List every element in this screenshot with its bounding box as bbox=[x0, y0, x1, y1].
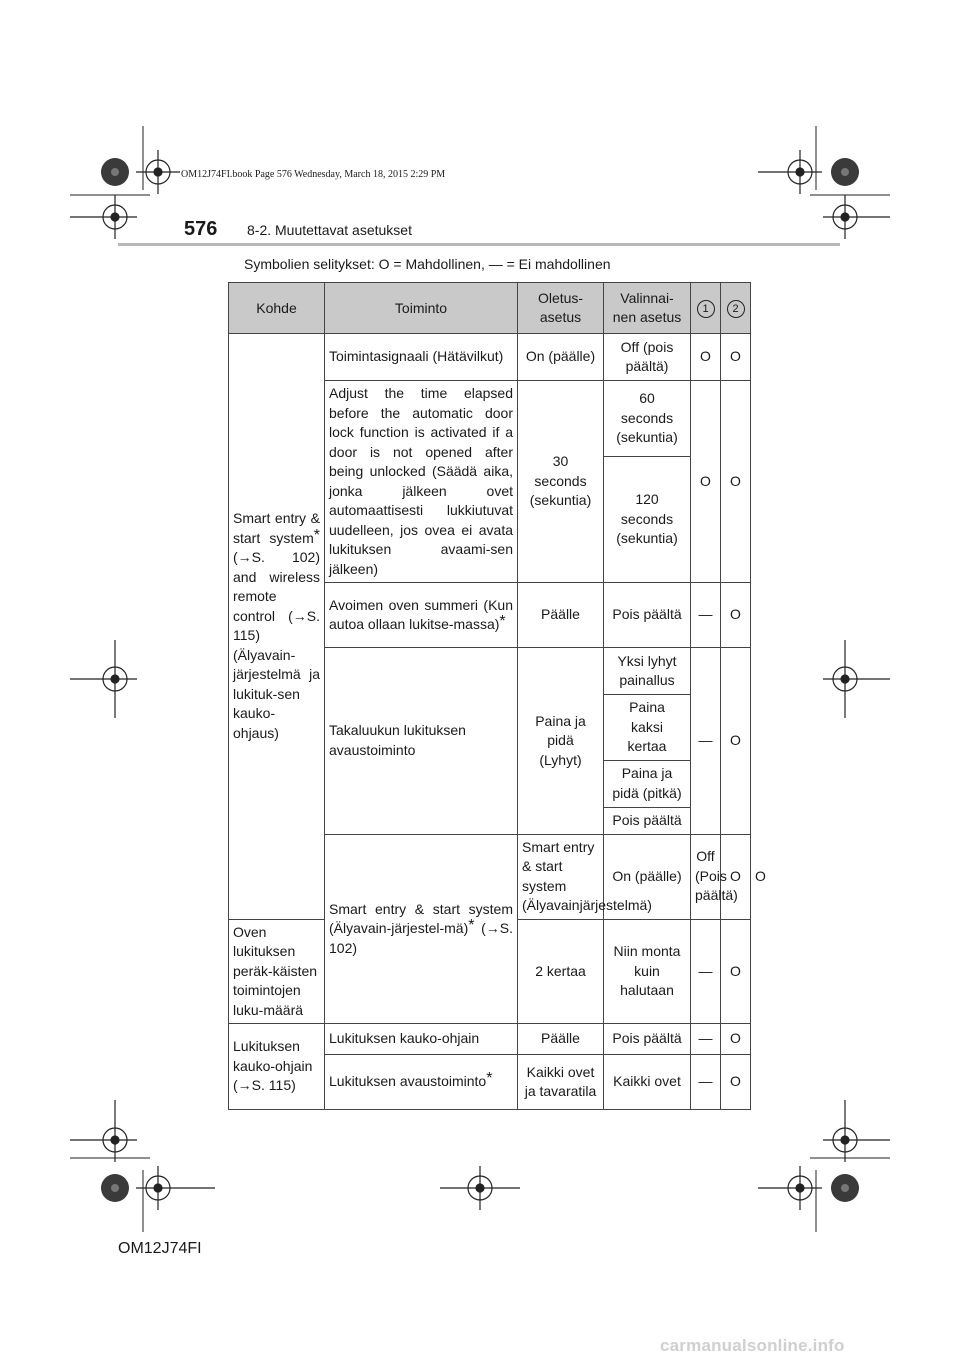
default-cell: Paina ja pidä (Lyhyt) bbox=[518, 648, 604, 835]
kohde-cell-remote: Lukituksen kauko-ohjain (→S. 115) bbox=[229, 1024, 325, 1110]
symbol-legend: Symbolien selitykset: O = Mahdollinen, — = Ei mahdollinen bbox=[244, 256, 611, 272]
option-cell: Off (Pois päältä) bbox=[691, 834, 721, 919]
registration-target-icon bbox=[823, 640, 890, 718]
header-toiminto: Toiminto bbox=[325, 283, 518, 334]
function-cell: Avoimen oven summeri (Kun autoa ollaan lukitse-massa)* bbox=[325, 583, 518, 648]
registration-target-icon bbox=[70, 1100, 137, 1162]
col1-cell: — bbox=[691, 1024, 721, 1055]
function-cell: Oven lukituksen peräk-käisten toimintojen luku-määrä bbox=[229, 919, 325, 1024]
table-row: Smart entry & start system (Älyavain-järjestel-mä)* (→S. 102) Smart entry & start system (Älyavainjärjestelmä) On (päälle) Off (Pois päältä) O O bbox=[229, 834, 751, 919]
header-oletus: Oletus- asetus bbox=[518, 283, 604, 334]
option-cell: Pois päältä bbox=[604, 807, 691, 834]
registration-target-icon bbox=[70, 640, 137, 718]
registration-dial-icon bbox=[101, 1174, 129, 1202]
footnote-star: * bbox=[468, 917, 475, 934]
book-print-stamp: OM12J74FI.book Page 576 Wednesday, March 18, 2015 2:29 PM bbox=[181, 169, 446, 180]
function-cell: Toimintasignaali (Hätävilkut) bbox=[325, 334, 518, 381]
registration-target-icon bbox=[758, 1166, 822, 1210]
manual-code: OM12J74FI bbox=[118, 1240, 202, 1257]
registration-dial-icon bbox=[831, 1174, 859, 1202]
registration-target-icon bbox=[70, 195, 137, 239]
default-cell: Päälle bbox=[518, 1024, 604, 1055]
col1-cell: — bbox=[691, 1055, 721, 1110]
col2-cell: O bbox=[721, 583, 751, 648]
option-cell: Paina ja pidä (pitkä) bbox=[604, 760, 691, 807]
col2-cell: O bbox=[721, 648, 751, 835]
footnote-star: * bbox=[313, 526, 320, 544]
circled-number-1-icon: 1 bbox=[697, 300, 715, 318]
default-cell: Kaikki ovet ja tavaratila bbox=[518, 1055, 604, 1110]
footnote-star: * bbox=[499, 613, 506, 630]
kohde-cell-smart-entry: Smart entry & start system (Älyavain-järjestel-mä)* (→S. 102) bbox=[325, 834, 518, 1024]
function-cell: Smart entry & start system (Älyavainjärjestelmä) bbox=[518, 834, 604, 919]
col1-cell: O bbox=[691, 334, 721, 381]
col2-cell: O bbox=[721, 1024, 751, 1055]
page-number: 576 bbox=[184, 218, 218, 240]
function-cell: Takaluukun lukituksen avaustoiminto bbox=[325, 648, 518, 835]
registration-target-icon bbox=[136, 1166, 215, 1210]
function-cell: Adjust the time elapsed before the automatic door lock function is activated if a door is not opened after being unlocked (Säädä aika, jonka jälkeen ovet automaattisesti lukkiutuvat uudelleen, jos ovea ei avata lukituksen avaami-sen jälkeen) bbox=[325, 381, 518, 583]
default-cell: 30 seconds (sekuntia) bbox=[518, 381, 604, 583]
col2-cell: O bbox=[721, 1055, 751, 1110]
col2-cell: O bbox=[721, 334, 751, 381]
circled-number-2-icon: 2 bbox=[727, 300, 745, 318]
section-title: 8-2. Muutettavat asetukset bbox=[247, 222, 412, 238]
option-cell: 60 seconds (sekuntia) bbox=[604, 381, 691, 457]
col1-cell: — bbox=[691, 583, 721, 648]
option-cell: Yksi lyhyt painallus bbox=[604, 648, 691, 695]
option-cell: Pois päältä bbox=[604, 1024, 691, 1055]
col1-cell: O bbox=[721, 834, 751, 919]
function-cell: Lukituksen kauko-ohjain bbox=[325, 1024, 518, 1055]
col1-cell: — bbox=[691, 648, 721, 835]
header-valinnainen: Valinnai- nen asetus bbox=[604, 283, 691, 334]
registration-target-icon bbox=[823, 1100, 890, 1162]
default-cell: On (päälle) bbox=[518, 334, 604, 381]
registration-target-icon bbox=[823, 195, 890, 239]
registration-target-icon bbox=[758, 150, 822, 194]
option-cell: Niin monta kuin halutaan bbox=[604, 919, 691, 1024]
header-kohde: Kohde bbox=[229, 283, 325, 334]
col2-cell: O bbox=[721, 381, 751, 583]
watermark: carmanualsonline.info bbox=[660, 1336, 845, 1355]
default-cell: Päälle bbox=[518, 583, 604, 648]
registration-dial-icon bbox=[831, 158, 859, 186]
option-cell: Pois päältä bbox=[604, 583, 691, 648]
option-cell: Kaikki ovet bbox=[604, 1055, 691, 1110]
kohde-cell-smart-entry-remote: Smart entry & start system* (→S. 102) and wireless remote control (→S. 115) (Älyavain-järjestelmä ja lukituk-sen kauko-ohjaus) bbox=[229, 334, 325, 920]
footnote-star: * bbox=[486, 1070, 493, 1088]
option-cell: 120 seconds (sekuntia) bbox=[604, 456, 691, 582]
registration-dial-icon bbox=[101, 158, 129, 186]
col1-cell: O bbox=[691, 381, 721, 583]
option-cell: Off (pois päältä) bbox=[604, 334, 691, 381]
registration-target-icon bbox=[440, 1166, 520, 1210]
default-cell: 2 kertaa bbox=[518, 919, 604, 1024]
col2-cell: O bbox=[721, 919, 751, 1024]
col1-cell: — bbox=[691, 919, 721, 1024]
function-cell: Lukituksen avaustoiminto* bbox=[325, 1055, 518, 1110]
option-cell: Paina kaksi kertaa bbox=[604, 695, 691, 761]
default-cell: On (päälle) bbox=[604, 834, 691, 919]
